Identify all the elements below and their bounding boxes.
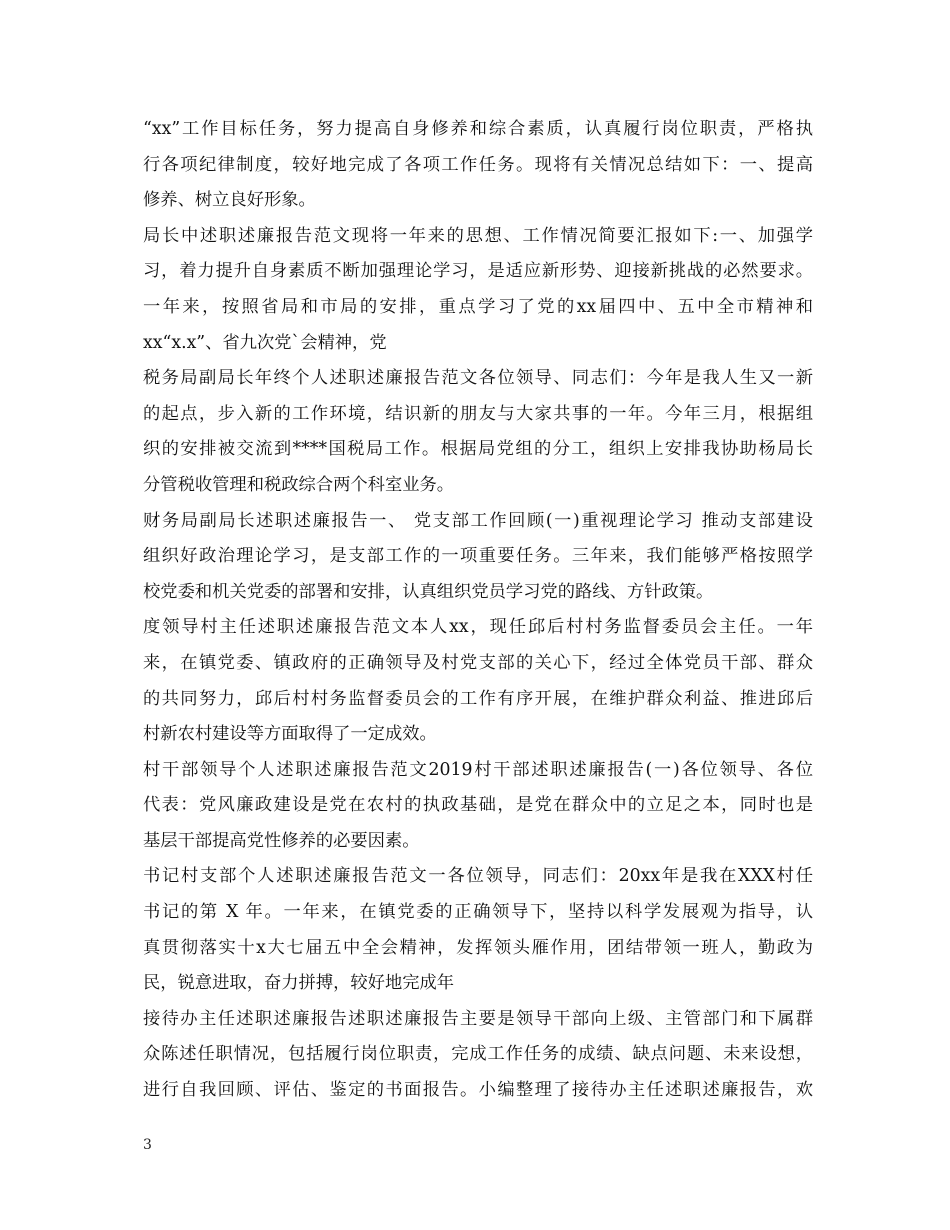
text-line: 局长中述职述廉报告范文现将一年来的思想、工作情况简要汇报如下:一、加强学 [143, 225, 813, 246]
text-line: 村新农村建设等方面取得了一定成效。 [143, 724, 437, 745]
text-line: 代表：党风廉政建设是党在农村的执政基础，是党在群众中的立足之本，同时也是 [143, 795, 813, 816]
text-line: 分管税收管理和税政综合两个科室业务。 [143, 474, 455, 495]
text-line: 真贯彻落实十x大七届五中全会精神，发挥领头雁作用，团结带领一班人，勤政为 [143, 937, 813, 958]
text-line: 村干部领导个人述职述廉报告范文2019村干部述职述廉报告(一)各位领导、各位 [143, 759, 813, 780]
text-line: 一年来，按照省局和市局的安排，重点学习了党的xx届四中、五中全市精神和 [143, 296, 813, 317]
text-line: 来，在镇党委、镇政府的正确领导及村党支部的关心下，经过全体党员干部、群众 [143, 652, 813, 673]
text-line: 织的安排被交流到****国税局工作。根据局党组的分工，组织上安排我协助杨局长 [143, 439, 813, 460]
text-line: 接待办主任述职述廉报告述职述廉报告主要是领导干部向上级、主管部门和下属群 [143, 1008, 813, 1029]
text-line: 进行自我回顾、评估、鉴定的书面报告。小编整理了接待办主任述职述廉报告，欢 [143, 1080, 813, 1101]
text-line: 民，锐意进取，奋力拼搏，较好地完成年 [143, 973, 455, 994]
text-line: 财务局副局长述职述廉报告一、 党支部工作回顾(一)重视理论学习 推动支部建设 [143, 510, 813, 531]
text-line: 基层干部提高党性修养的必要因素。 [143, 830, 420, 851]
text-line: 的起点，步入新的工作环境，结识新的朋友与大家共事的一年。今年三月，根据组 [143, 403, 813, 424]
text-line: 修养、树立良好形象。 [143, 190, 316, 211]
document-body [143, 112, 813, 1109]
text-line: 习，着力提升自身素质不断加强理论学习，是适应新形势、迎接新挑战的必然要求。 [143, 261, 813, 282]
text-line: xx“x.x”、省九次党`会精神，党 [143, 332, 387, 353]
text-line: 校党委和机关党委的部署和安排，认真组织党员学习党的路线、方针政策。 [143, 581, 714, 602]
text-line: 书记村支部个人述职述廉报告范文一各位领导，同志们：20xx年是我在XXX村任 [143, 866, 813, 887]
text-line: “xx”工作目标任务，努力提高自身修养和综合素质，认真履行岗位职责，严格执 [143, 119, 813, 139]
text-line: 行各项纪律制度，较好地完成了各项工作任务。现将有关情况总结如下：一、提高 [143, 154, 813, 175]
text-line: 组织好政治理论学习，是支部工作的一项重要任务。三年来，我们能够严格按照学 [143, 546, 813, 567]
text-line: 的共同努力，邱后村村务监督委员会的工作有序开展，在维护群众利益、推进邱后 [143, 688, 813, 709]
text-line: 书记的第 X 年。一年来，在镇党委的正确领导下，坚持以科学发展观为指导，认 [143, 902, 813, 923]
page-number: 3 [143, 1137, 152, 1153]
text-line: 众陈述任职情况，包括履行岗位职责，完成工作任务的成绩、缺点问题、未来设想， [143, 1044, 813, 1065]
text-line: 度领导村主任述职述廉报告范文本人xx，现任邱后村村务监督委员会主任。一年 [143, 617, 813, 638]
text-line: 税务局副局长年终个人述职述廉报告范文各位领导、同志们：今年是我人生又一新 [143, 368, 813, 389]
